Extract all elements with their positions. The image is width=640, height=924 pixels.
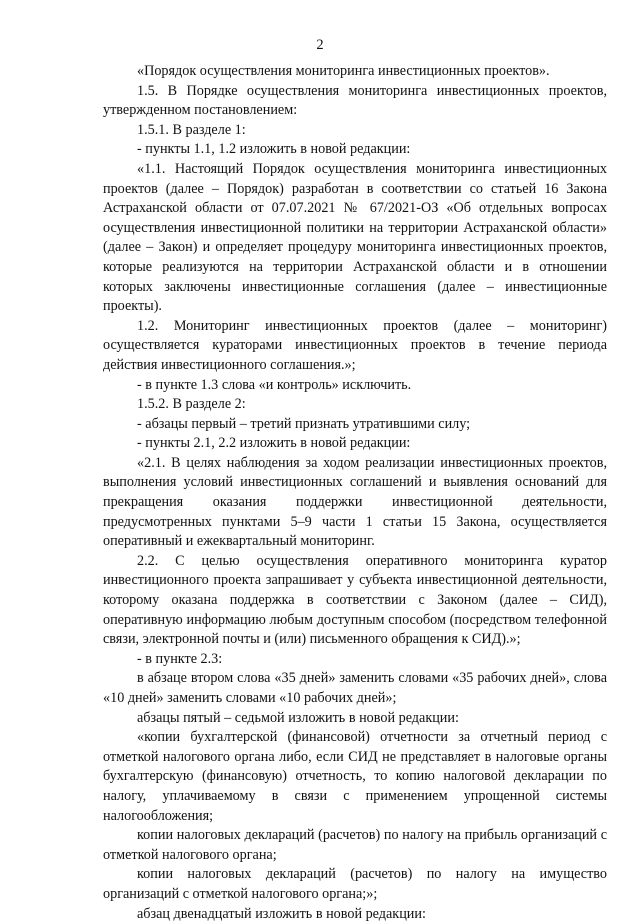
paragraph-item-1-3: - в пункте 1.3 слова «и контроль» исключить. (137, 376, 412, 393)
paragraph-1-5-2: 1.5.2. В разделе 2: (137, 396, 246, 413)
paragraph-title-close: «Порядок осуществления мониторинга инвестиционных проектов». (137, 63, 550, 79)
paragraph-2-1: «2.1. В целях наблюдения за ходом реализации инвестиционных проектов, выполнения условий инвестиционных соглашений и выявления оснований для прекращения оказания поддержки инвестиционной деятельности, предусмотренных пунктами 5–9 части 1 статьи 15 Закона, осуществляется оперативный и ежеквартальный мониторинг. (103, 454, 607, 550)
paragraph-item-2-3: - в пункте 2.3: (137, 650, 223, 667)
paragraph-1-5-1: 1.5.1. В разделе 1: (137, 121, 246, 138)
paragraph-abzacy-5-7: абзацы пятый – седьмой изложить в новой редакции: (137, 709, 459, 726)
paragraph-2-2: 2.2. С целью осуществления оперативного мониторинга куратор инвестиционного проекта запрашивает у субъекта инвестиционной деятельности, которому оказана поддержка в соответствии с Законом (далее – СИД), оперативную информацию любым доступным способом (посредством телефонной связи, электронной почты и (или) письменного обращения к СИД).»; (103, 552, 607, 648)
paragraph-1-5: 1.5. В Порядке осуществления мониторинга инвестиционных проектов, утвержденном постановлением: (103, 82, 607, 119)
page-number: 2 (316, 37, 324, 53)
paragraph-kopii-pribyl: копии налоговых деклараций (расчетов) по налогу на прибыль организаций с отметкой налогового органа; (103, 827, 607, 863)
paragraph-1-1: «1.1. Настоящий Порядок осуществления мониторинга инвестиционных проектов (далее – Порядок) разработан в соответствии со статьей 16 Закона Астраханской области от 07.07.2021 № 67/2021-ОЗ «Об отдельных вопросах осуществления инвестиционной политики на территории Астраханской области» (далее – Закон) и определяет процедуру мониторинга инвестиционных проектов, которые реализуются на территории Астраханской области и в отношении которых заключены инвестиционные соглашения (далее – инвестиционные проекты). (103, 160, 607, 315)
paragraph-abzac-vtoroy: в абзаце втором слова «35 дней» заменить словами «35 рабочих дней», слова «10 дней» заменить словами «10 рабочих дней»; (103, 670, 607, 706)
paragraph-abzac-12: абзац двенадцатый изложить в новой редакции: (137, 905, 426, 922)
paragraph-abzacy: - абзацы первый – третий признать утратившими силу; (137, 415, 471, 432)
paragraph-items-1-1-1-2: - пункты 1.1, 1.2 изложить в новой редакции: (137, 141, 411, 158)
paragraph-kopii-imushchestvo: копии налоговых деклараций (расчетов) по налогу на имущество организаций с отметкой налогового органа;»; (103, 866, 607, 902)
paragraph-kopii-buh: «копии бухгалтерской (финансовой) отчетности за отчетный период с отметкой налогового органа либо, если СИД не представляет в налоговые органы бухгалтерскую (финансовую) отчетность, то копию налоговой декларации по налогу, уплачиваемому в связи с применением упрощенной системы налогообложения; (103, 729, 607, 824)
paragraph-items-2-1-2-2: - пункты 2.1, 2.2 изложить в новой редакции: (137, 435, 411, 452)
paragraph-1-2: 1.2. Мониторинг инвестиционных проектов (далее – мониторинг) осуществляется кураторами инвестиционных проектов в течение периода действия инвестиционного соглашения.»; (103, 317, 607, 373)
document-body (103, 62, 607, 924)
